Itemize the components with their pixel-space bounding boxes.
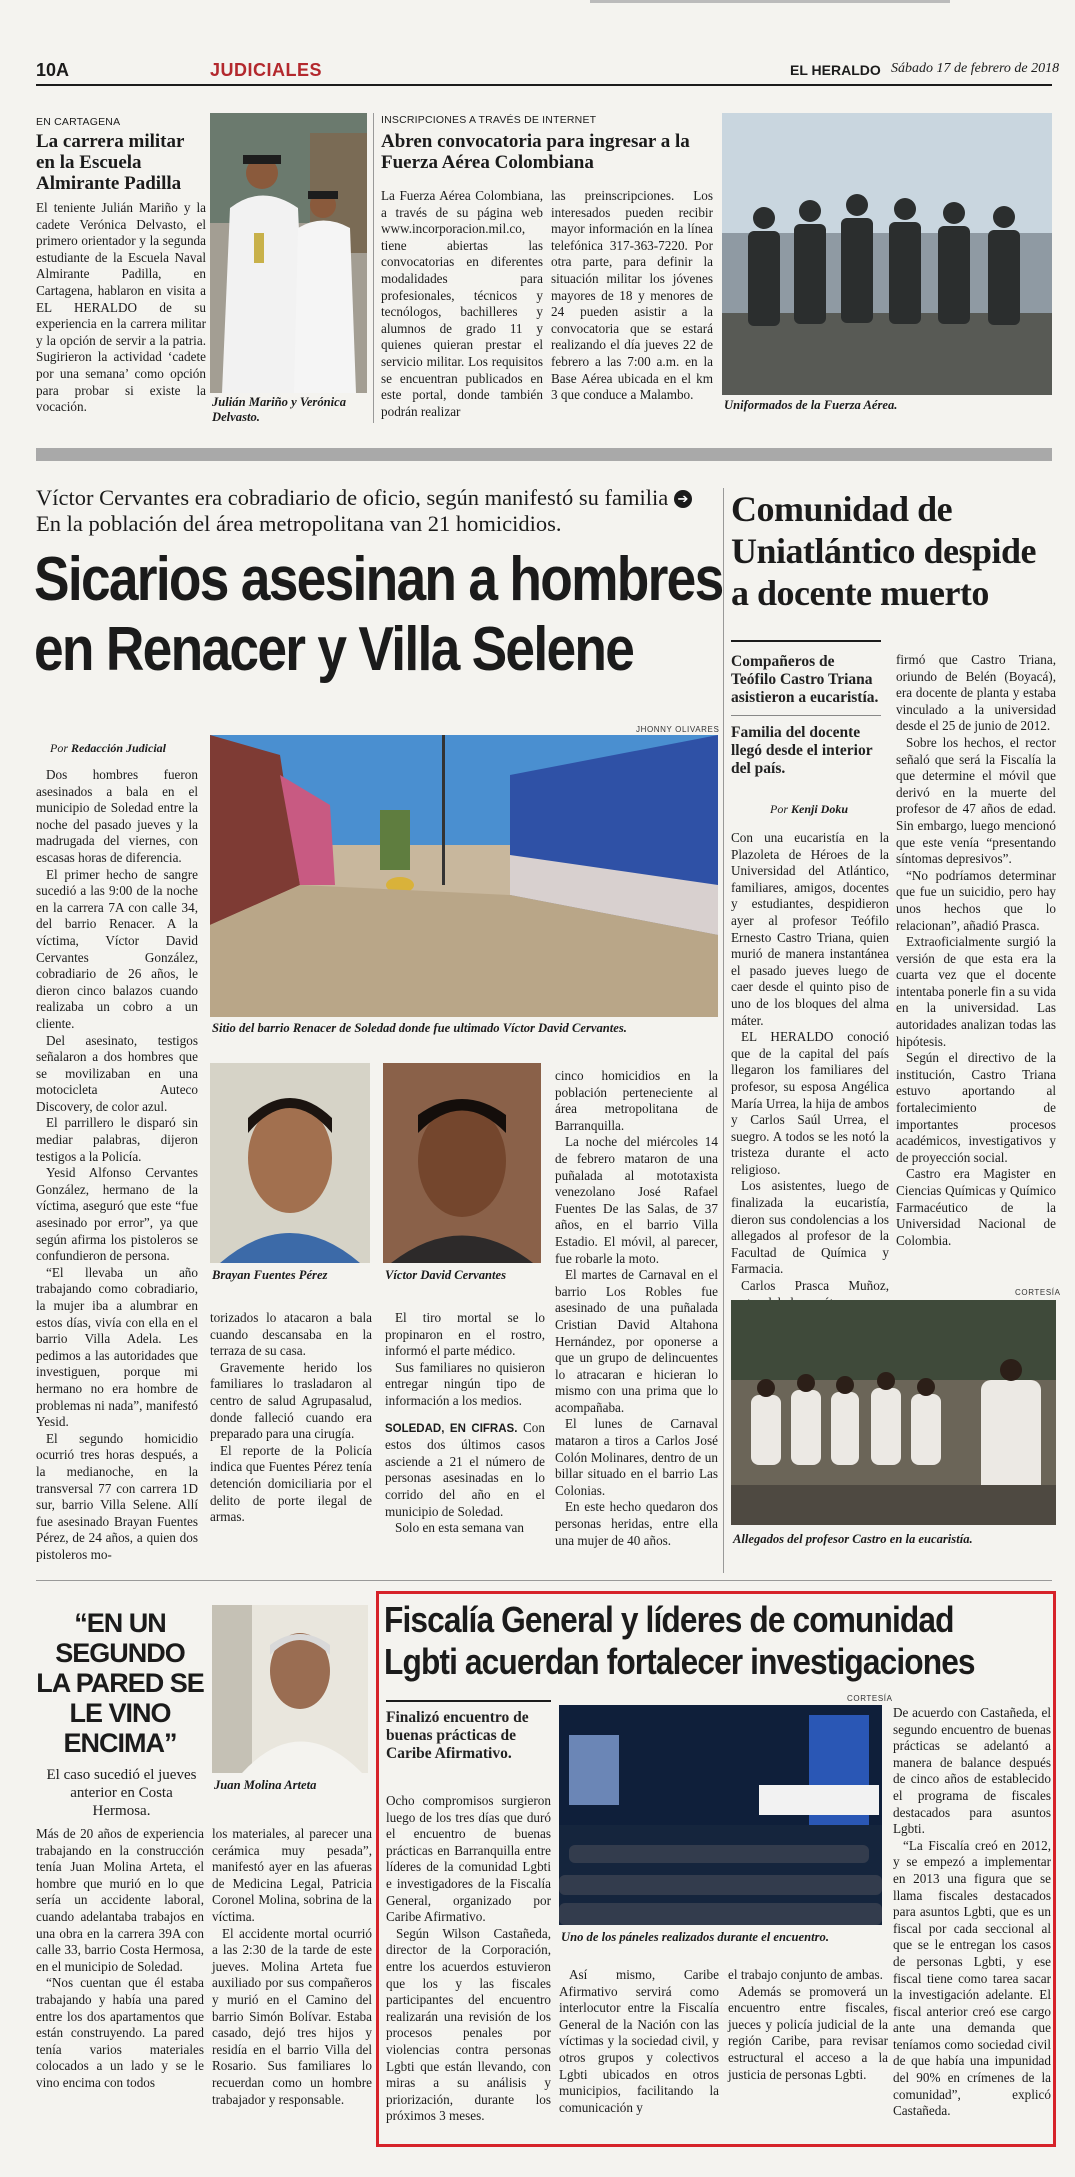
uniatlantico-byline: Por Kenji Doku: [770, 802, 849, 816]
sicarios-body-col4: cinco homicidios en la población perteneciente al área metropolitana de Barranquilla. La noche del miércoles 14 de febrero mataron de una puñalada al mototaxista venezolano José Rafael Fuentes De las Salas, de 37 años, en el barrio Villa Estadio. El móvil, al parecer, fue robarle la moto. El martes de Carnaval en el barrio Los Robles fue asesinado de una puñalada Cristian David Altahona Hernández, por oponerse a que un grupo de delincuentes lo atracaran e hicieran lo mismo con una prima que lo acompañaba. El lunes de Carnaval mataron a tiros a Carlos José Colón Molinares, dentro de un billar situado en el barrio Las Colonias. En este hecho quedaron dos personas heridas, entre ella una mujer de 40 años.: [555, 1068, 718, 1548]
section-divider: [36, 1580, 1052, 1581]
section-name: JUDICIALES: [210, 60, 323, 80]
sicarios-body-col2: torizados lo atacaron a bala cuando descansaba en la terraza de su casa. Gravemente herido los familiares lo trasladaron al centro de salud Agrupasalud, donde falleció cuando era preparado para una cirugía. El reporte de la Policía indica que Fuentes Pérez tenía detención domiciliaria por el delito de porte ilegal de armas.: [210, 1310, 372, 1525]
portrait-brayan: [210, 1063, 370, 1263]
uniatlantico-deck-1: Compañeros de Teófilo Castro Triana asistieron a eucaristía.: [731, 653, 879, 706]
fiscalia-deck: Finalizó encuentro de buenas prácticas de Caribe Afirmativo.: [386, 1709, 529, 1762]
fiscalia-body-col2: Así mismo, Caribe Afirmativo servirá como interlocutor entre la Fiscalía General de la Nación con las víctimas y la sociedad civil, y otros grupos y colectivos Lgbti ubicados en otros municipios, facilitando la comunicación y: [559, 1967, 719, 2115]
padilla-photo-caption: Julián Mariño y Verónica Delvasto.: [212, 395, 347, 424]
padilla-photo: [210, 113, 367, 393]
fiscalia-photo-credit: CORTESÍA: [847, 1694, 893, 1703]
page-number: 10A: [36, 60, 70, 80]
uniatlantico-headline: Comunidad de Uniatlántico despide a docente muerto: [731, 489, 1037, 613]
uniatlantico-deck-2: Familia del docente llegó desde el interior del país.: [731, 724, 873, 777]
pared-body-col2: los materiales, al parecer una cerámica muy pesada”, manifestó ayer en las afueras de Medicina Legal, Patricia Coronel Molina, sobrina de la víctima. El accidente mortal ocurrió a las 2:30 de la tarde de este jueves. Molina Arteta fue auxiliado por sus compañeros y murió en el Camino del barrio Simón Bolívar. Estaba casado, dejó tres hijos y residía en el barrio Villa del Rosario. Sus familiares lo recuerdan como un hombre trabajador y responsable.: [212, 1826, 372, 2107]
uniatlantico-photo: [731, 1300, 1056, 1525]
cifras-label: SOLEDAD, EN CIFRAS.: [385, 1422, 518, 1435]
uniatlantico-body-col1: Con una eucaristía en la Plazoleta de Héroes de la Universidad del Atlántico, familiares, amigos, docentes y estudiantes, despidieron ayer al profesor Teófilo Ernesto Castro Triana, quien murió de manera instantánea el pasado jueves luego de caer desde el quinto piso de uno de los bloques del alma máter. EL HERALDO conoció que de la capital del país llegaron los familiares del profesor, su esposa Angélica María Urrea, la hija de ambos y Carlos Saúl Urrea, el suegro. A todos se les notó la tristeza durante el acto religioso. Los asistentes, luego de finalizada la eucaristía, dieron sus condolencias a los allegados al profesor de la Facultad de Química y Farmacia. Carlos Prasca Muñoz,: [731, 830, 889, 1294]
sicarios-photo-credit: JHONNY OLIVARES: [636, 725, 720, 734]
previous-page-bleed: [0, 0, 1075, 8]
sicarios-byline: Por Redacción Judicial: [50, 741, 166, 755]
uniatlantico-body-col2: firmó que Castro Triana, oriundo de Belén (Boyacá), era docente de planta y estaba vinculado a la universidad desde el 25 de junio de 2012. Sobre los hechos, el rector señaló que será la Fiscalía la que determine el móvil que derivó en la muerte del profesor de 47 años de edad. Sin embargo, luego mencionó que este venía “presentando síntomas depresivos”. “No podríamos determinar que fue un suicidio, pero hay unos hechos que lo relacionan”, añadió Prasca. Extraoficialmente surgió la versión de que esta era la cuarta vez que el docente intentaba ponerle fin a su vida en la universidad. Las autoridades analizan todas las hipótesis. Según el directivo de la institución, Castro Triana estuvo aportando al fortalecimiento de importantes procesos académicos, investigativos y de proyección social. Castro era Magister en Ciencias Químicas y Químico Farmacéutico de la Universidad Nacional de Colombia.: [896, 652, 1056, 1248]
pared-headline: “EN UN SEGUNDO LA PARED SE LE VINO ENCIMA”: [36, 1608, 204, 1758]
sicarios-headline-2: en Renacer y Villa Selene: [34, 615, 634, 684]
fac-photo: [722, 113, 1052, 395]
newspaper-name: EL HERALDO: [790, 62, 881, 78]
sicarios-street-photo: [210, 735, 718, 1017]
uniatlantico-photo-caption: Allegados del profesor Castro en la eucaristía.: [733, 1532, 973, 1546]
padilla-kicker: EN CARTAGENA: [36, 116, 121, 128]
deck-rule: [386, 1700, 551, 1702]
fiscalia-body-col3: el trabajo conjunto de ambas. Además se promoverá un encuentro entre fiscales, jueces y policía judicial de la región Caribe, para revisar estructural el acceso a la justicia de personas Lgbti.: [728, 1967, 888, 2082]
portrait-brayan-caption: Brayan Fuentes Pérez: [212, 1268, 328, 1282]
uniatlantico-photo-credit: CORTESÍA: [1015, 1288, 1061, 1297]
fac-photo-caption: Uniformados de la Fuerza Aérea.: [724, 398, 898, 412]
sicarios-body-col3: El tiro mortal se lo propinaron en el rostro, informó el parte médico. Sus familiares no quisieron entregar ningún tipo de información a los medios. SOLEDAD, EN CIFRAS. Con estos dos últimos casos asciende a 21 el número de personas asesinadas en lo corrido del año en el municipio de Soledad. Solo en esta semana van: [385, 1310, 545, 1536]
deck-rule: [731, 640, 881, 642]
fac-body-col1: La Fuerza Aérea Colombiana, a través de su página web www.incorporacion.mil.co, tiene abiertas las convocatorias en diferentes modalidades para profesionales, técnicos y tecnólogos, bachilleres y alumnos de grado 11 y quienes quieran prestar el servicio militar. Los requisitos se encuentran publicados en este portal, donde también podrán realizar: [381, 188, 543, 419]
padilla-headline: La carrera militar en la Escuela Almirante Padilla: [36, 131, 185, 194]
header-rule: [36, 84, 1052, 86]
column-divider: [723, 488, 724, 1573]
sicarios-body-col1: Dos hombres fueron asesinados a bala en el municipio de Soledad entre la noche del pasado jueves y la madrugada del viernes, con escasas horas de diferencia. El primer hecho de sangre sucedió a las 9:00 de la noche en la carrera 7A con calle 34, del barrio Renacer. A la víctima, Víctor David Cervantes González, cobradiario de 26 años, le dieron cinco balazos cuando realizaba un cobro a un cliente. Del asesinato, testigos señalaron a dos hombres que se movilizaban en una motocicleta Auteco Discovery, de color azul. El parrillero le disparó sin mediar palabras, dijeron testigos a la Policía. Yesid Alfonso Cervantes González, hermano de la víctima, aseguró que este “fue asesinado por error”, ya que según afirma los pistoleros se confundieron de persona. “El llevaba un año trabajando como cobradiario, la mujer iba a alumbrar en estos días, vivía con ella en el barrio Villa Adela. Les pedimos a las autoridades que investiguen, porque mi hermano no era hombre de problemas ni nada”, manifestó Yesid. El segundo homicidio ocurrió tres horas después, a la medianoche, en la transversal 77 con carrera 1D sur, barrio Villa Selene. Allí fue asesinado Brayan Fuentes Pérez, de 24 años, a quien dos pistoleros mo-: [36, 767, 198, 1562]
pared-body-col1: Más de 20 años de experiencia trabajando en la construcción tenía Juan Molina Arteta, el hombre que murió en lo que sería un accidente laboral, cuando adelantaba trabajos en una obra en la carrera 39A con calle 33, barrio Costa Hermosa, en el municipio de Soledad. “Nos cuentan que él estaba trabajando y había una pared entre los dos apartamentos que están construyendo. La pared tenía varios materiales colocados a un lado y se le vino encima con todos: [36, 1826, 204, 2090]
pared-deck: El caso sucedió el jueves anterior en Costa Hermosa.: [46, 1767, 197, 1819]
pared-photo: [212, 1605, 368, 1773]
fiscalia-photo-caption: Uno de los páneles realizados durante el encuentro.: [561, 1930, 829, 1944]
deck-rule: [731, 715, 881, 716]
issue-date: Sábado 17 de febrero de 2018: [891, 61, 1060, 76]
pared-photo-caption: Juan Molina Arteta: [214, 1778, 317, 1792]
portrait-victor: [383, 1063, 541, 1263]
sicarios-headline-1: Sicarios asesinan a hombres: [34, 545, 723, 614]
sicarios-summary: Víctor Cervantes era cobradiario de oficio, según manifestó su familia ➔ En la población del área metropolitana van 21 homicidios.: [36, 485, 716, 537]
portrait-victor-caption: Víctor David Cervantes: [385, 1268, 507, 1282]
fac-body-col2: las preinscripciones. Los interesados pueden recibir mayor información en la línea telefónica 317-363-7220. Por otra parte, para definir la situación militar los jóvenes mayores de 18 y menores de 24 pueden asistir a la convocatoria que se estará realizando el día jueves 22 de febrero a las 7:00 a.m. en la Base Aérea ubicada en el km 3 que conduce a Malambo.: [551, 188, 713, 403]
section-band: [36, 448, 1052, 461]
fiscalia-headline-1: Fiscalía General y líderes de comunidad: [384, 1599, 954, 1640]
fac-kicker: INSCRIPCIONES A TRAVÉS DE INTERNET: [381, 114, 597, 126]
column-divider: [373, 113, 374, 423]
fiscalia-headline-2: Lgbti acuerdan fortalecer investigaciones: [384, 1641, 975, 1682]
fiscalia-body-col1: Ocho compromisos surgieron luego de los tres días que duró el encuentro de buenas prácticas en Barranquilla entre líderes de la comunidad Lgbti e investigadores de la Fiscalía General, organizado por Caribe Afirmativo. Según Wilson Castañeda, director de la Corporación, entre los acuerdos estuvieron que los y las fiscales participantes del encuentro realizarán una revisión de los procesos penales por violencias contra personas Lgbti que están llevando, con miras a su análisis y priorización, durante los próximos 3 meses.: [386, 1793, 551, 2124]
fac-headline: Abren convocatoria para ingresar a la Fuerza Aérea Colombiana: [381, 131, 690, 173]
fiscalia-body-col4: De acuerdo con Castañeda, el segundo encuentro de buenas prácticas se adelantó a manera de balance después de cinco años de establecido el programa de fiscales destacados para asuntos Lgbti. “La Fiscalía creó en 2012, y se empezó a implementar en 2013 una figura que se llama fiscales destacados para asuntos Lgbti, que es un fiscal por cada seccional al que se le entregan los casos de personas Lgbti, y ese fiscal tiene como tarea sacar la investigación adelante. El fiscal anterior creó ese cargo ante una demanda que teníamos como sociedad civil de que había una impunidad del 90% en crímenes de la comunidad”, explicó Castañeda.: [893, 1705, 1051, 2119]
fiscalia-photo: [559, 1705, 882, 1925]
arrow-right-icon: ➔: [674, 490, 692, 508]
padilla-body: El teniente Julián Mariño y la cadete Verónica Delvasto, el primero orientador y la segunda estudiante de la Escuela Naval Almirante Padilla, en Cartagena, hablaron en visita a EL HERALDO de su experiencia en la carrera militar y la opción de servir a la patria. Sugirieron la actividad ‘cadete por una semana’ como opción para probar si existe la vocación.: [36, 200, 206, 415]
sicarios-street-caption: Sitio del barrio Renacer de Soledad donde fue ultimado Víctor David Cervantes.: [212, 1021, 627, 1035]
